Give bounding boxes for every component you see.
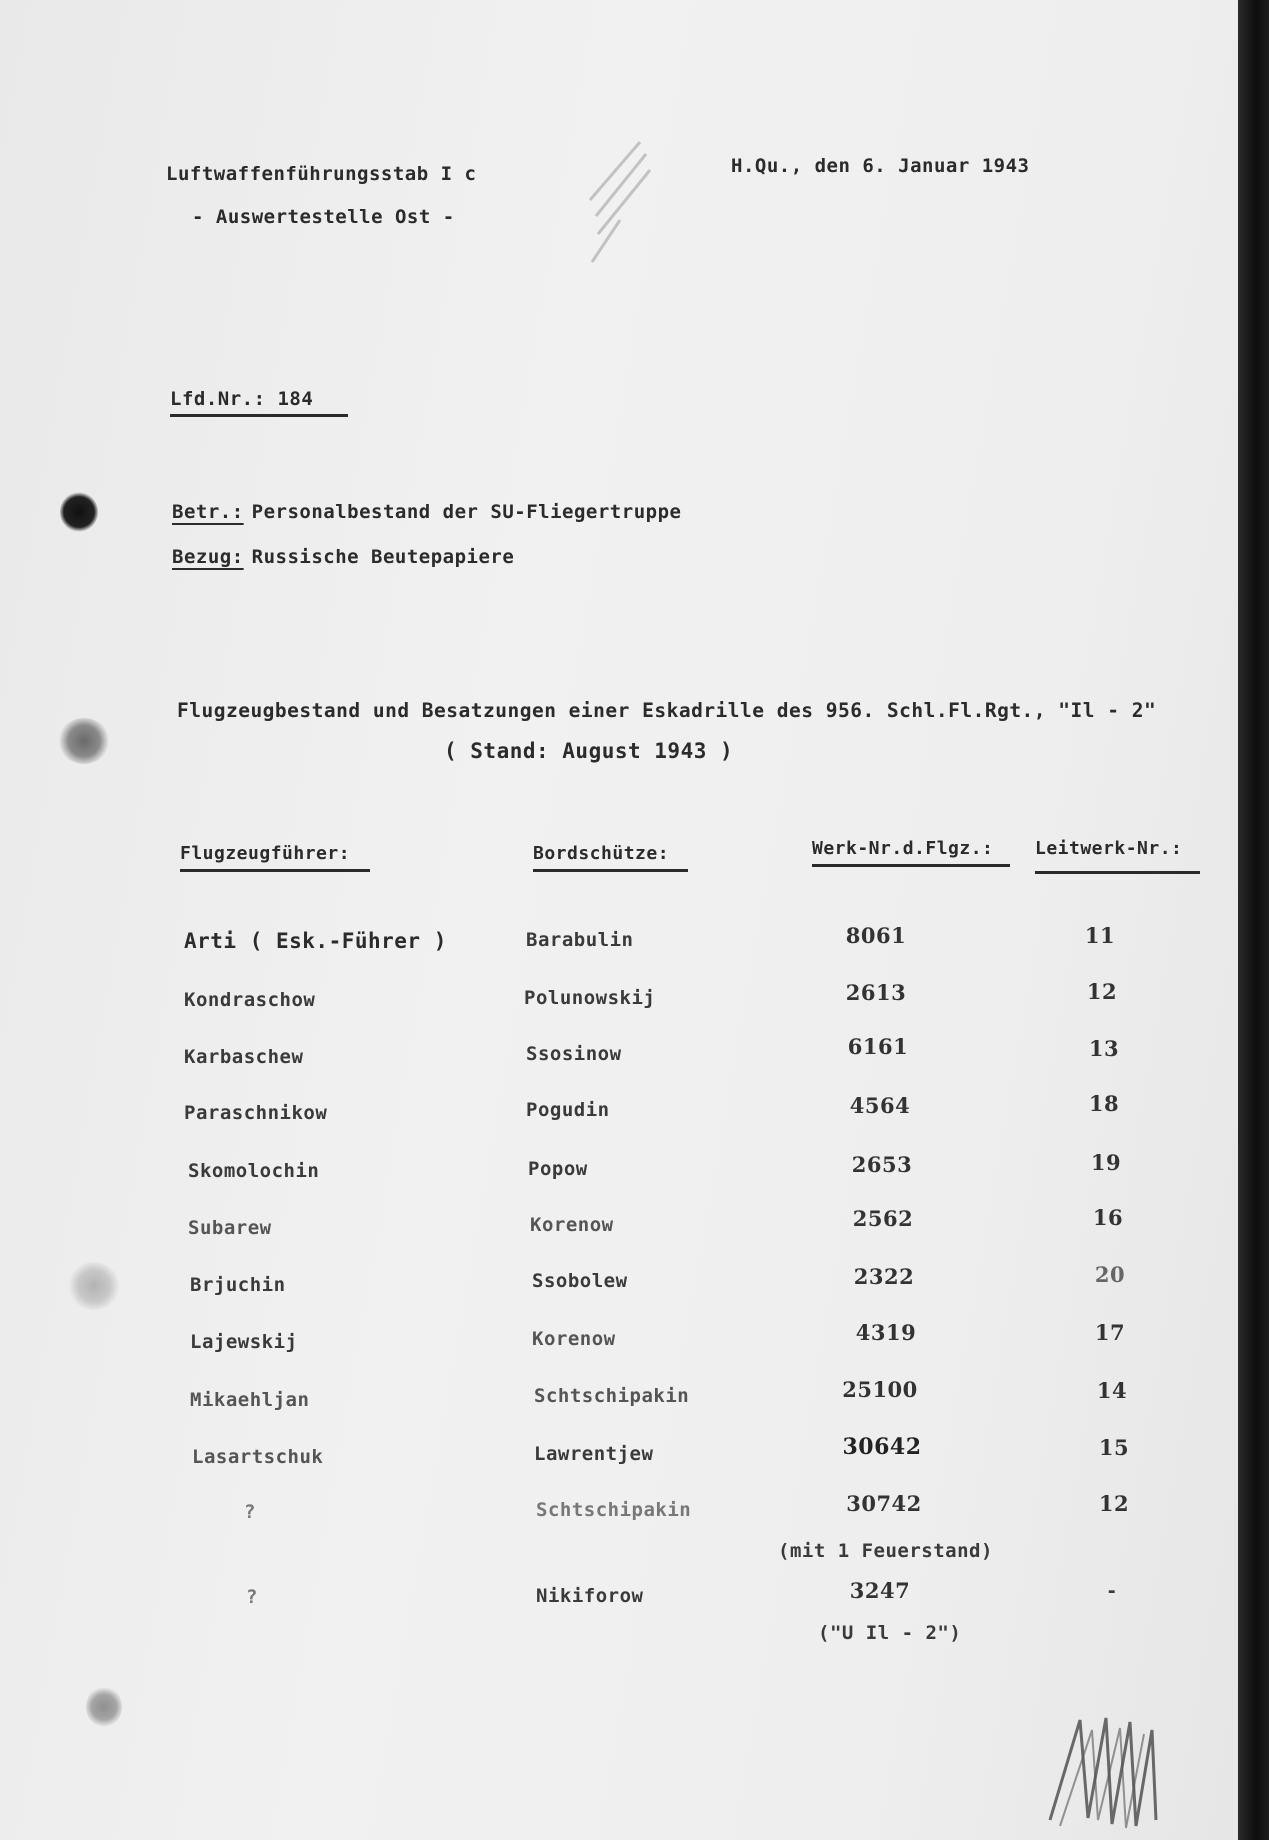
office-line-1: Luftwaffenführungsstab I c: [166, 163, 477, 185]
scan-background-edge: [1238, 0, 1269, 1840]
punch-hole-bottom: [86, 1686, 122, 1728]
subject-label: Betr.:: [172, 501, 244, 523]
table-row-1-werk: 8061: [845, 923, 907, 948]
table-row-9-werk: 25100: [842, 1377, 918, 1402]
table-row-7-pilot: Brjuchin: [190, 1274, 286, 1296]
table-row-2-gunner: Polunowskij: [524, 987, 656, 1009]
table-row-7-werk: 2322: [853, 1264, 915, 1289]
header-werk-underline: [812, 864, 1010, 867]
table-row-11-leitwerk: 12: [1098, 1491, 1130, 1516]
reference-source-line: [172, 546, 514, 568]
subject-text: Personalbestand der SU-Fliegertruppe: [251, 501, 682, 523]
header-pilot-underline: [180, 869, 370, 872]
table-row-10-pilot: Lasartschuk: [192, 1446, 324, 1468]
table-row-3-gunner: Ssosinow: [526, 1043, 622, 1065]
table-row-5-leitwerk: 19: [1090, 1150, 1122, 1175]
table-row-4-gunner: Pogudin: [526, 1099, 610, 1121]
office-line-2: - Auswertestelle Ost -: [192, 206, 455, 228]
table-row-2-leitwerk: 12: [1086, 979, 1118, 1004]
table-row-2-pilot: Kondraschow: [184, 989, 316, 1011]
table-row-1-gunner: Barabulin: [526, 929, 634, 951]
table-title: Flugzeugbestand und Besatzungen einer Eskadrille des 956. Schl.Fl.Rgt., "Il - 2": [177, 699, 1157, 722]
reference-source-text: Russische Beutepapiere: [251, 546, 515, 568]
table-row-12-werk: 3247: [849, 1578, 911, 1603]
header-leitwerk-underline: [1035, 871, 1200, 874]
table-row-5-pilot: Skomolochin: [188, 1160, 320, 1182]
table-row-11-gunner: Schtschipakin: [536, 1499, 692, 1521]
reference-label: Lfd.Nr.:: [170, 388, 266, 410]
table-row-12-gunner: Nikiforow: [536, 1585, 644, 1607]
pencil-scribble-bottom: [1040, 1700, 1170, 1840]
table-row-10-leitwerk: 15: [1098, 1435, 1130, 1460]
header-pilot: Flugzeugführer:: [180, 843, 351, 864]
table-row-6-leitwerk: 16: [1092, 1205, 1124, 1230]
reference-source-label: Bezug:: [172, 546, 244, 568]
table-row-4-pilot: Paraschnikow: [184, 1102, 328, 1124]
table-row-1-leitwerk: 11: [1084, 923, 1116, 948]
table-row-12-pilot: ?: [246, 1586, 258, 1608]
table-row-10-gunner: Lawrentjew: [534, 1443, 654, 1465]
table-row-1-pilot: Arti ( Esk.-Führer ): [184, 929, 447, 953]
table-row-9-pilot: Mikaehljan: [190, 1389, 310, 1411]
table-subtitle: ( Stand: August 1943 ): [444, 739, 734, 763]
table-row-9-gunner: Schtschipakin: [534, 1385, 690, 1407]
table-row-8-pilot: Lajewskij: [190, 1331, 298, 1353]
header-werk: Werk-Nr.d.Flgz.:: [812, 838, 994, 859]
table-row-11-note: (mit 1 Feuerstand): [778, 1540, 993, 1562]
table-row-11-pilot: ?: [244, 1501, 256, 1523]
table-row-6-werk: 2562: [852, 1206, 914, 1231]
table-row-9-leitwerk: 14: [1096, 1378, 1128, 1403]
pencil-mark-top: [580, 130, 660, 270]
reference-number: [170, 388, 348, 417]
table-row-12-leitwerk: -: [1106, 1580, 1118, 1602]
table-row-8-werk: 4319: [855, 1320, 917, 1345]
date-line: H.Qu., den 6. Januar 1943: [731, 155, 1030, 177]
table-row-6-pilot: Subarew: [188, 1217, 272, 1239]
table-row-5-gunner: Popow: [528, 1158, 588, 1180]
punch-hole-middle: [58, 718, 110, 764]
table-row-8-gunner: Korenow: [532, 1328, 616, 1350]
header-leitwerk: Leitwerk-Nr.:: [1035, 838, 1183, 859]
table-row-2-werk: 2613: [845, 980, 907, 1005]
table-row-8-leitwerk: 17: [1094, 1320, 1126, 1345]
table-row-7-leitwerk: 20: [1094, 1262, 1126, 1287]
punch-hole-top: [60, 492, 98, 532]
table-row-11-werk: 30742: [846, 1491, 922, 1516]
reference-value: 184: [277, 388, 314, 410]
table-row-3-pilot: Karbaschew: [184, 1046, 304, 1068]
table-row-4-leitwerk: 18: [1088, 1091, 1120, 1116]
header-gunner: Bordschütze:: [533, 843, 670, 864]
table-row-5-werk: 2653: [851, 1152, 913, 1177]
table-row-3-leitwerk: 13: [1088, 1036, 1120, 1061]
punch-hole-lower: [68, 1262, 120, 1310]
header-gunner-underline: [533, 869, 688, 872]
table-row-3-werk: 6161: [847, 1034, 909, 1059]
subject-line: [172, 501, 681, 523]
table-row-7-gunner: Ssobolew: [532, 1270, 628, 1292]
table-row-6-gunner: Korenow: [530, 1214, 614, 1236]
table-row-4-werk: 4564: [849, 1093, 911, 1118]
table-row-10-werk: 30642: [842, 1434, 922, 1460]
table-row-12-note: ("U Il - 2"): [818, 1622, 962, 1644]
